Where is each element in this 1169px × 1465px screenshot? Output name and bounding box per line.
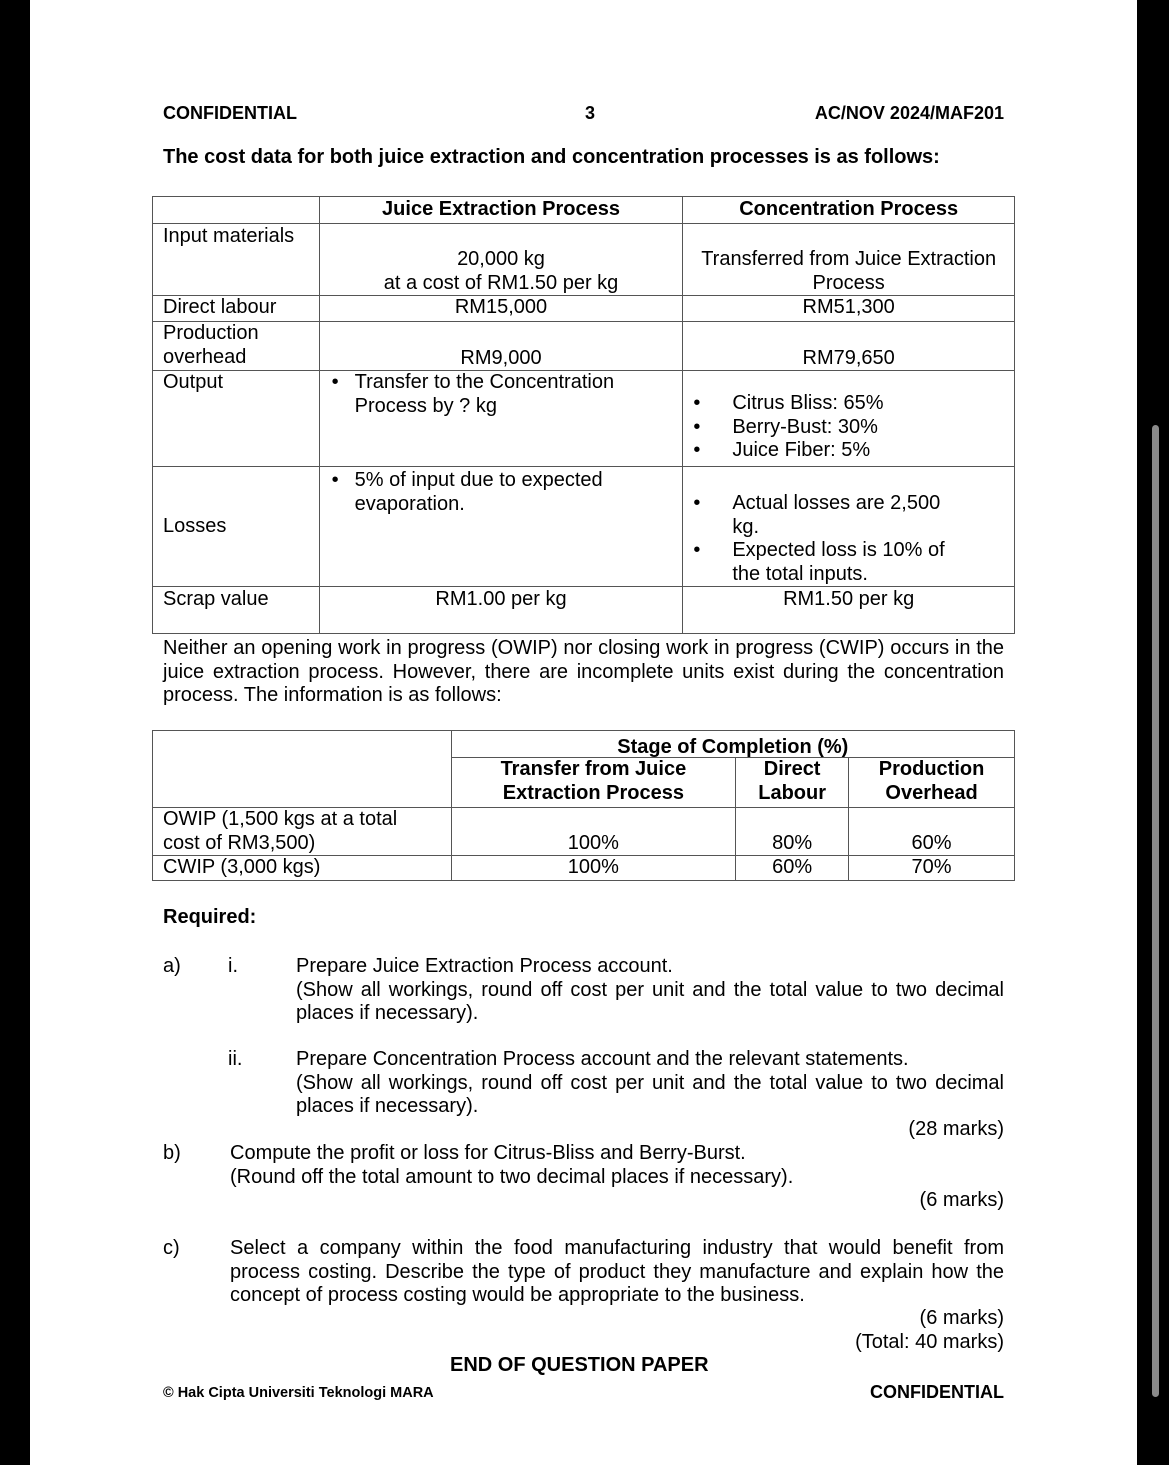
- owip-label: [153, 808, 452, 856]
- col-transfer-line2: Extraction Process: [502, 781, 684, 804]
- overhead-label-line1: Production: [163, 322, 259, 344]
- paper-code: AC/NOV 2024/MAF201: [814, 103, 1004, 123]
- cwip-labour: 60%: [736, 856, 849, 881]
- scrollbar-thumb[interactable]: [1152, 425, 1159, 1397]
- input-je-cost: at a cost of RM1.50 per kg: [383, 271, 619, 294]
- qc-label: c): [163, 1237, 180, 1259]
- qb-label: b): [163, 1142, 181, 1164]
- col-overhead-line1: Production: [878, 758, 985, 780]
- qa-i-label: i.: [228, 955, 238, 977]
- qb-text: [230, 1142, 793, 1189]
- overhead-juice-extraction: RM9,000: [319, 322, 683, 371]
- end-of-paper: END OF QUESTION PAPER: [450, 1354, 709, 1376]
- qa-label: a): [163, 955, 181, 977]
- row-input-label: Input materials: [153, 224, 320, 296]
- input-juice-extraction: [319, 224, 683, 296]
- qb-marks: (6 marks): [919, 1189, 1004, 1211]
- cwip-label: CWIP (3,000 kgs): [153, 856, 452, 881]
- input-concentration: [683, 224, 1015, 296]
- qb-line1: Compute the profit or loss for Citrus-Bliss and Berry-Burst.: [230, 1142, 746, 1164]
- row-labour-label: Direct labour: [153, 296, 320, 322]
- input-cp-line1: Transferred from Juice Extraction: [701, 248, 997, 270]
- cost-data-table: [152, 196, 1015, 634]
- row-overhead-label: [153, 322, 320, 371]
- losses-cp-item: • Actual losses are 2,500 kg.: [683, 492, 953, 539]
- losses-concentration: [683, 467, 1015, 587]
- scrap-concentration: RM1.50 per kg: [683, 587, 1015, 634]
- owip-labour: 80%: [736, 808, 849, 856]
- qa-i-text: [296, 955, 1004, 1026]
- overhead-concentration: RM79,650: [683, 322, 1015, 371]
- qa-marks: (28 marks): [908, 1118, 1004, 1140]
- input-cp-line2: Process: [812, 271, 885, 294]
- row-output-label: Output: [153, 371, 320, 467]
- row-scrap-label: Scrap value: [153, 587, 320, 634]
- col-concentration: Concentration Process: [683, 197, 1015, 224]
- losses-je-item: • 5% of input due to expected evaporation.: [320, 469, 610, 516]
- col-juice-extraction: Juice Extraction Process: [319, 197, 683, 224]
- completion-title: Stage of Completion (%): [451, 731, 1014, 758]
- scrap-juice-extraction: RM1.00 per kg: [319, 587, 683, 634]
- document-page: [30, 0, 1137, 1465]
- output-cp-item: • Juice Fiber: 5%: [683, 439, 1014, 463]
- qa-i-line1: Prepare Juice Extraction Process account.: [296, 955, 673, 977]
- cwip-transfer: 100%: [451, 856, 736, 881]
- output-je-item: • Transfer to the Concentration Process by ? kg: [320, 371, 620, 418]
- total-marks: (Total: 40 marks): [855, 1331, 1004, 1353]
- overhead-label-line2: overhead: [163, 345, 247, 368]
- labour-juice-extraction: RM15,000: [319, 296, 683, 322]
- footer-copyright: © Hak Cipta Universiti Teknologi MARA: [163, 1385, 434, 1401]
- qc-marks: (6 marks): [919, 1307, 1004, 1329]
- output-cp-item: • Citrus Bliss: 65%: [683, 392, 1014, 416]
- col-labour-line2: Labour: [758, 781, 827, 804]
- qa-ii-label: ii.: [228, 1048, 243, 1070]
- qa-ii-line1: Prepare Concentration Process account and the relevant statements.: [296, 1048, 909, 1070]
- header-empty-cell: [153, 197, 320, 224]
- completion-header-empty: [153, 731, 452, 808]
- owip-transfer: 100%: [451, 808, 736, 856]
- input-je-qty: 20,000 kg: [457, 248, 545, 270]
- col-transfer-line1: Transfer from Juice: [500, 758, 687, 780]
- qb-line2: (Round off the total amount to two decimal places if necessary).: [230, 1165, 794, 1188]
- col-overhead-line2: Overhead: [885, 781, 978, 804]
- owip-overhead: 60%: [849, 808, 1015, 856]
- footer-confidential: CONFIDENTIAL: [870, 1382, 1004, 1402]
- completion-table: [152, 730, 1015, 881]
- required-heading: Required:: [163, 906, 257, 928]
- output-cp-item: • Berry-Bust: 30%: [683, 416, 1014, 440]
- owip-label-line2: cost of RM3,500): [163, 831, 316, 854]
- col-production-overhead: [849, 758, 1015, 808]
- col-labour-line1: Direct: [763, 758, 821, 780]
- losses-cp-item: • Expected loss is 10% of the total inputs.: [683, 539, 953, 586]
- output-concentration: [683, 371, 1015, 467]
- qc-text: Select a company within the food manufacturing industry that would benefit from process costing. Describe the type of product they manufacture and explain how the concept of process costing would be appropriate to the business.: [230, 1237, 1004, 1306]
- qa-ii-line2: (Show all workings, round off cost per unit and the total value to two decimal places if necessary).: [296, 1071, 1004, 1117]
- labour-concentration: RM51,300: [683, 296, 1015, 322]
- page-number: 3: [585, 103, 596, 123]
- wip-paragraph: Neither an opening work in progress (OWIP) nor closing work in progress (CWIP) occurs in the juice extraction process. However, there are incomplete units exist during the concentration process. The information is as follows:: [163, 637, 1004, 706]
- col-transfer: [451, 758, 736, 808]
- qa-i-line2: (Show all workings, round off cost per unit and the total value to two decimal places if necessary).: [296, 978, 1004, 1024]
- qa-ii-text: [296, 1048, 1004, 1119]
- cwip-overhead: 70%: [849, 856, 1015, 881]
- intro-text: The cost data for both juice extraction and concentration processes is as follows:: [163, 146, 940, 168]
- owip-label-line1: OWIP (1,500 kgs at a total: [163, 808, 398, 830]
- output-juice-extraction: [319, 371, 683, 467]
- row-losses-label: Losses: [153, 467, 320, 587]
- header-confidential: CONFIDENTIAL: [163, 103, 297, 123]
- losses-juice-extraction: [319, 467, 683, 587]
- col-direct-labour: [736, 758, 849, 808]
